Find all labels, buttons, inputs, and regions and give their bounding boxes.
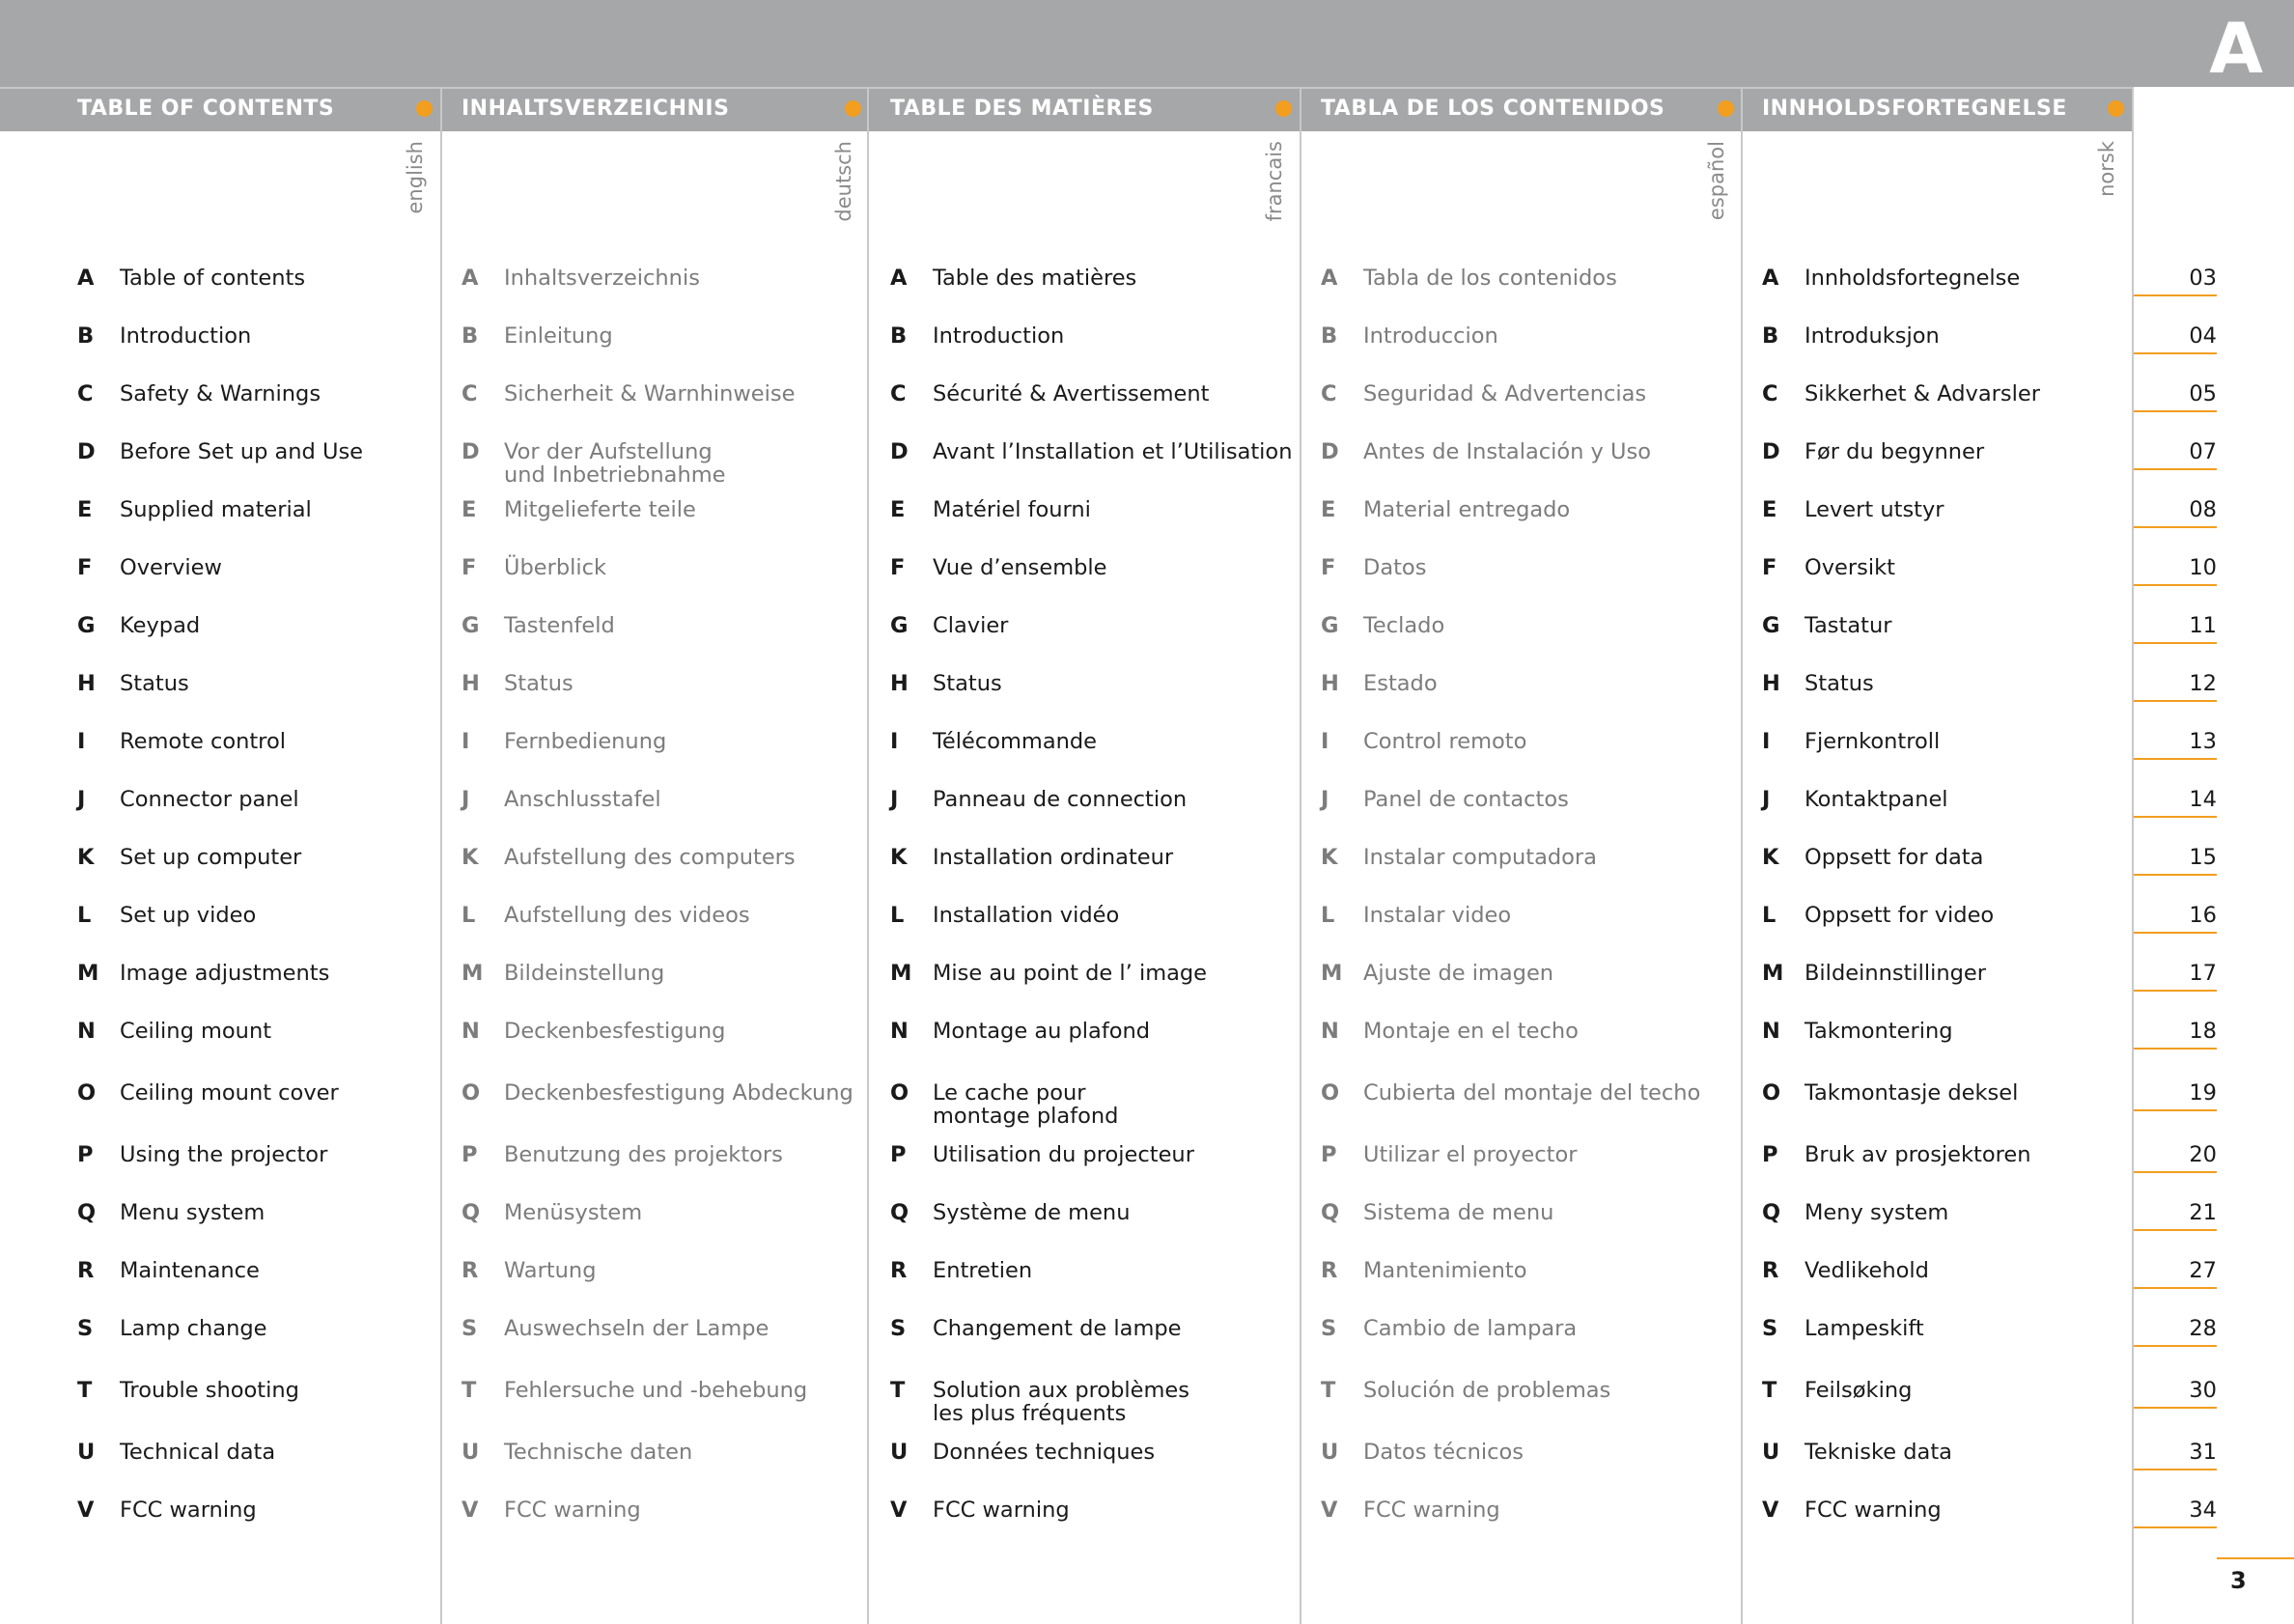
entry-letter: A — [1321, 266, 1338, 291]
entry-title: Vor der Aufstellung — [504, 439, 713, 464]
page-number[interactable]: 10 — [2134, 556, 2217, 586]
entry-letter: U — [462, 1440, 480, 1465]
entry-title: Solution aux problèmes — [933, 1378, 1189, 1403]
entry-letter: D — [890, 439, 909, 464]
entry-letter: K — [462, 845, 479, 870]
entry-letter: M — [890, 961, 912, 986]
entry-title: Mantenimiento — [1363, 1258, 1527, 1283]
entry-letter: V — [1321, 1498, 1338, 1523]
entry-title: Sikkerhet & Advarsler — [1804, 381, 2040, 406]
entry-title: Levert utstyr — [1804, 497, 1944, 522]
entry-title: Sécurité & Avertissement — [933, 381, 1210, 406]
entry-title: Introduccion — [1363, 323, 1498, 349]
entry-letter: L — [1321, 903, 1335, 928]
entry-letter: J — [1762, 787, 1771, 812]
entry-letter: J — [890, 787, 899, 812]
entry-title: Fehlersuche und -behebung — [504, 1378, 808, 1403]
entry-letter: J — [462, 787, 470, 812]
entry-letter: S — [890, 1316, 907, 1341]
entry-letter: S — [1762, 1316, 1778, 1341]
entry-letter: T — [890, 1378, 906, 1403]
entry-letter: H — [890, 671, 909, 696]
entry-letter: U — [77, 1440, 96, 1465]
entry-title: Innholdsfortegnelse — [1804, 266, 2021, 291]
entry-letter: L — [890, 903, 905, 928]
entry-title: Le cache pour — [933, 1080, 1086, 1106]
language-label: español — [1705, 141, 1728, 221]
entry-letter: M — [1762, 961, 1784, 986]
entry-title: Takmontering — [1804, 1019, 1953, 1044]
entry-letter: E — [77, 497, 93, 522]
entry-letter: B — [77, 323, 95, 349]
language-label: deutsch — [832, 141, 855, 222]
entry-title: Kontaktpanel — [1804, 787, 1948, 812]
entry-title: Tastenfeld — [504, 613, 615, 638]
column-header — [462, 87, 869, 129]
entry-title: Überblick — [504, 555, 607, 580]
entry-title: Aufstellung des videos — [504, 903, 750, 928]
column-header — [77, 87, 440, 129]
entry-title: Fernbedienung — [504, 729, 667, 754]
entry-letter: K — [77, 845, 95, 870]
entry-title: Oppsett for data — [1804, 845, 1984, 870]
entry-title: Safety & Warnings — [120, 381, 322, 406]
entry-title: Anschlusstafel — [504, 787, 661, 812]
entry-letter: Q — [1321, 1200, 1340, 1225]
entry-title: Control remoto — [1363, 729, 1527, 754]
column-title: INHALTSVERZEICHNIS — [462, 96, 730, 121]
entry-letter: P — [1321, 1142, 1337, 1167]
entry-letter: E — [890, 497, 906, 522]
entry-title: Antes de Instalación y Uso — [1363, 439, 1651, 464]
entry-letter: N — [1762, 1019, 1780, 1044]
entry-title: Entretien — [933, 1258, 1033, 1283]
entry-letter: N — [890, 1019, 909, 1044]
entry-letter: T — [1321, 1378, 1336, 1403]
entry-letter: F — [1321, 555, 1336, 580]
entry-title: Seguridad & Advertencias — [1363, 381, 1647, 406]
column-divider — [867, 87, 869, 1624]
entry-letter: O — [890, 1080, 909, 1106]
entry-letter: L — [77, 903, 92, 928]
entry-letter: D — [1762, 439, 1780, 464]
entry-title: Trouble shooting — [120, 1378, 299, 1403]
entry-letter: I — [890, 729, 899, 754]
entry-title: Tekniske data — [1804, 1440, 1952, 1465]
entry-title: Feilsøking — [1804, 1378, 1913, 1403]
entry-title: Tastatur — [1804, 613, 1892, 638]
entry-title: Introduction — [933, 323, 1065, 349]
entry-title: Introduction — [120, 323, 252, 349]
entry-letter: R — [1762, 1258, 1779, 1283]
column-header — [1762, 87, 2132, 129]
entry-letter: Q — [1762, 1200, 1781, 1225]
page-number[interactable]: 28 — [2134, 1317, 2217, 1347]
entry-letter: O — [77, 1080, 97, 1106]
section-letter: A — [2209, 8, 2263, 89]
entry-title: Technical data — [120, 1440, 276, 1465]
entry-title: Estado — [1363, 671, 1438, 696]
entry-letter: R — [1321, 1258, 1338, 1283]
entry-letter: R — [77, 1258, 95, 1283]
entry-title: Using the projector — [120, 1142, 328, 1167]
entry-title: Inhaltsverzeichnis — [504, 266, 700, 291]
column-divider — [440, 87, 442, 1624]
entry-letter: B — [890, 323, 908, 349]
entry-letter: B — [462, 323, 479, 349]
entry-title: Ceiling mount cover — [120, 1080, 339, 1106]
page-number[interactable]: 03 — [2134, 266, 2217, 296]
entry-letter: S — [77, 1316, 94, 1341]
page-number[interactable]: 18 — [2134, 1020, 2217, 1050]
entry-title: Bruk av prosjektoren — [1804, 1142, 2031, 1167]
entry-letter: Q — [462, 1200, 481, 1225]
entry-letter: V — [1762, 1498, 1779, 1523]
entry-title: Maintenance — [120, 1258, 260, 1283]
entry-letter: T — [77, 1378, 93, 1403]
entry-letter: P — [890, 1142, 907, 1167]
entry-letter: C — [890, 381, 907, 406]
page-number[interactable]: 34 — [2134, 1498, 2217, 1528]
language-label: english — [404, 141, 427, 214]
entry-title: Meny system — [1804, 1200, 1949, 1225]
entry-title: Mitgelieferte teile — [504, 497, 696, 522]
entry-title: Keypad — [120, 613, 201, 638]
entry-title: FCC warning — [1363, 1498, 1500, 1523]
entry-letter: N — [462, 1019, 480, 1044]
entry-letter: G — [1762, 613, 1780, 638]
entry-title: Set up video — [120, 903, 257, 928]
entry-title: Données techniques — [933, 1440, 1156, 1465]
entry-letter: R — [890, 1258, 908, 1283]
entry-letter: B — [1762, 323, 1779, 349]
entry-letter: H — [462, 671, 480, 696]
entry-title: Teclado — [1363, 613, 1445, 638]
entry-letter: G — [890, 613, 909, 638]
entry-title: Instalar video — [1363, 903, 1512, 928]
entry-letter: P — [77, 1142, 94, 1167]
entry-title: Installation ordinateur — [933, 845, 1174, 870]
entry-letter: U — [1321, 1440, 1339, 1465]
entry-title: Einleitung — [504, 323, 613, 349]
page-number[interactable]: 12 — [2134, 672, 2217, 702]
entry-letter: P — [462, 1142, 478, 1167]
entry-letter: D — [462, 439, 480, 464]
entry-letter: G — [462, 613, 480, 638]
entry-letter: Q — [890, 1200, 909, 1225]
entry-title: Status — [933, 671, 1002, 696]
entry-title-continued: und Inbetriebnahme — [504, 462, 726, 488]
entry-letter: A — [1762, 266, 1779, 291]
entry-title: Før du begynner — [1804, 439, 1985, 464]
entry-letter: U — [1762, 1440, 1780, 1465]
entry-title: Auswechseln der Lampe — [504, 1316, 769, 1341]
entry-title: Installation vidéo — [933, 903, 1120, 928]
entry-letter: T — [1762, 1378, 1777, 1403]
entry-title: Lampeskift — [1804, 1316, 1924, 1341]
entry-title: Panneau de connection — [933, 787, 1188, 812]
entry-letter: D — [77, 439, 96, 464]
entry-letter: M — [462, 961, 484, 986]
entry-title: Avant l’Installation et l’Utilisation — [933, 439, 1293, 464]
entry-title: Changement de lampe — [933, 1316, 1182, 1341]
entry-letter: H — [77, 671, 96, 696]
orange-dot-icon — [1718, 100, 1734, 117]
entry-title: Panel de contactos — [1363, 787, 1569, 812]
entry-letter: A — [77, 266, 95, 291]
entry-title: Image adjustments — [120, 961, 330, 986]
page-number[interactable]: 07 — [2134, 440, 2217, 470]
page-number[interactable]: 27 — [2134, 1259, 2217, 1289]
entry-letter: G — [77, 613, 96, 638]
entry-letter: U — [890, 1440, 909, 1465]
language-label: norsk — [2095, 141, 2118, 197]
column-divider — [1300, 87, 1301, 1624]
column-header — [890, 87, 1300, 129]
entry-letter: E — [462, 497, 477, 522]
entry-title-continued: les plus fréquents — [933, 1401, 1127, 1426]
entry-title: Lamp change — [120, 1316, 267, 1341]
entry-title: Vedlikehold — [1804, 1258, 1929, 1283]
entry-letter: K — [890, 845, 908, 870]
page-number[interactable]: 17 — [2134, 962, 2217, 992]
entry-title: Fjernkontroll — [1804, 729, 1941, 754]
footer-page-number: 3 — [2230, 1567, 2247, 1594]
entry-title: Aufstellung des computers — [504, 845, 796, 870]
entry-letter: R — [462, 1258, 479, 1283]
entry-title: Supplied material — [120, 497, 312, 522]
page-number[interactable]: 19 — [2134, 1081, 2217, 1111]
entry-letter: B — [1321, 323, 1338, 349]
orange-dot-icon — [845, 100, 861, 117]
entry-title: Oversikt — [1804, 555, 1895, 580]
page-number[interactable]: 11 — [2134, 614, 2217, 644]
entry-title: Instalar computadora — [1363, 845, 1597, 870]
entry-title: Tabla de los contenidos — [1363, 266, 1617, 291]
entry-letter: S — [462, 1316, 478, 1341]
page-number[interactable]: 13 — [2134, 730, 2217, 760]
entry-letter: F — [890, 555, 906, 580]
entry-title: Deckenbesfestigung Abdeckung — [504, 1080, 853, 1106]
entry-letter: H — [1762, 671, 1780, 696]
entry-title: Wartung — [504, 1258, 597, 1283]
entry-letter: Q — [77, 1200, 97, 1225]
entry-title: Utilisation du projecteur — [933, 1142, 1194, 1167]
entry-letter: G — [1321, 613, 1339, 638]
entry-title: Menüsystem — [504, 1200, 643, 1225]
top-banner — [0, 0, 2294, 87]
entry-title: Solución de problemas — [1363, 1378, 1611, 1403]
entry-letter: O — [462, 1080, 481, 1106]
entry-title: Cambio de lampara — [1363, 1316, 1578, 1341]
page-number[interactable]: 14 — [2134, 788, 2217, 818]
entry-title: Bildeinnstillinger — [1804, 961, 1987, 986]
entry-title: Mise au point de l’ image — [933, 961, 1208, 986]
entry-letter: N — [1321, 1019, 1339, 1044]
entry-letter: A — [890, 266, 908, 291]
orange-dot-icon — [1275, 100, 1292, 117]
entry-title: FCC warning — [1804, 1498, 1942, 1523]
entry-title: Montage au plafond — [933, 1019, 1151, 1044]
entry-letter: N — [77, 1019, 96, 1044]
column-title: TABLE OF CONTENTS — [77, 96, 335, 121]
entry-title: Technische daten — [504, 1440, 693, 1465]
entry-title: Status — [504, 671, 574, 696]
entry-title: Vue d’ensemble — [933, 555, 1107, 580]
entry-title: Deckenbesfestigung — [504, 1019, 726, 1044]
entry-title: Benutzung des projektors — [504, 1142, 783, 1167]
entry-letter: J — [77, 787, 86, 812]
orange-dot-icon — [2108, 100, 2124, 117]
entry-title: FCC warning — [120, 1498, 257, 1523]
entry-letter: M — [77, 961, 99, 986]
entry-title: Overview — [120, 555, 222, 580]
entry-letter: S — [1321, 1316, 1337, 1341]
footer-rule — [2217, 1557, 2294, 1559]
entry-title: FCC warning — [504, 1498, 641, 1523]
entry-letter: M — [1321, 961, 1343, 986]
entry-title: Introduksjon — [1804, 323, 1940, 349]
language-label: francais — [1263, 141, 1286, 222]
entry-letter: L — [1762, 903, 1776, 928]
entry-letter: I — [77, 729, 86, 754]
entry-letter: K — [1321, 845, 1338, 870]
entry-title: Status — [120, 671, 189, 696]
entry-letter: O — [1321, 1080, 1340, 1106]
page-number[interactable]: 05 — [2134, 382, 2217, 412]
column-title: TABLE DES MATIÈRES — [890, 96, 1154, 121]
entry-title: Clavier — [933, 613, 1009, 638]
column-header — [1321, 87, 1742, 129]
entry-title: Sicherheit & Warnhinweise — [504, 381, 796, 406]
entry-title-continued: montage plafond — [933, 1104, 1119, 1129]
entry-title: Cubierta del montaje del techo — [1363, 1080, 1701, 1106]
entry-title: Set up computer — [120, 845, 302, 870]
page-number[interactable]: 21 — [2134, 1201, 2217, 1231]
entry-letter: V — [77, 1498, 95, 1523]
entry-letter: C — [1762, 381, 1778, 406]
entry-title: Table of contents — [120, 266, 306, 291]
entry-letter: K — [1762, 845, 1779, 870]
entry-letter: P — [1762, 1142, 1778, 1167]
entry-title: Bildeinstellung — [504, 961, 665, 986]
page-number[interactable]: 30 — [2134, 1379, 2217, 1409]
entry-letter: E — [1321, 497, 1336, 522]
entry-title: FCC warning — [933, 1498, 1070, 1523]
entry-letter: J — [1321, 787, 1329, 812]
column-title: TABLA DE LOS CONTENIDOS — [1321, 96, 1665, 121]
entry-letter: T — [462, 1378, 477, 1403]
entry-letter: C — [1321, 381, 1337, 406]
entry-letter: I — [1321, 729, 1329, 754]
entry-title: Material entregado — [1363, 497, 1571, 522]
entry-letter: F — [462, 555, 477, 580]
orange-dot-icon — [416, 100, 433, 117]
entry-title: Ajuste de imagen — [1363, 961, 1554, 986]
page-number[interactable]: 31 — [2134, 1441, 2217, 1470]
entry-title: Oppsett for video — [1804, 903, 1995, 928]
entry-title: Remote control — [120, 729, 286, 754]
entry-title: Télécommande — [933, 729, 1098, 754]
entry-title: Status — [1804, 671, 1874, 696]
entry-title: Table des matières — [933, 266, 1137, 291]
entry-letter: D — [1321, 439, 1339, 464]
entry-title: Matériel fourni — [933, 497, 1091, 522]
entry-letter: C — [462, 381, 478, 406]
entry-title: Sistema de menu — [1363, 1200, 1554, 1225]
entry-title: Takmontasje deksel — [1804, 1080, 2019, 1106]
entry-letter: F — [77, 555, 93, 580]
entry-title: Montaje en el techo — [1363, 1019, 1579, 1044]
column-divider — [1741, 87, 1743, 1624]
entry-title: Connector panel — [120, 787, 299, 812]
entry-letter: I — [462, 729, 470, 754]
page-number[interactable]: 08 — [2134, 498, 2217, 528]
entry-letter: I — [1762, 729, 1771, 754]
column-title: INNHOLDSFORTEGNELSE — [1762, 96, 2067, 121]
page-number[interactable]: 20 — [2134, 1143, 2217, 1173]
page-number[interactable]: 16 — [2134, 904, 2217, 934]
entry-title: Ceiling mount — [120, 1019, 272, 1044]
entry-letter: F — [1762, 555, 1777, 580]
entry-title: Before Set up and Use — [120, 439, 364, 464]
entry-letter: V — [890, 1498, 908, 1523]
entry-title: Menu system — [120, 1200, 266, 1225]
entry-letter: H — [1321, 671, 1339, 696]
entry-letter: C — [77, 381, 94, 406]
page-number[interactable]: 15 — [2134, 846, 2217, 876]
entry-title: Datos — [1363, 555, 1427, 580]
entry-letter: L — [462, 903, 476, 928]
entry-title: Utilizar el proyector — [1363, 1142, 1578, 1167]
page-number[interactable]: 04 — [2134, 324, 2217, 354]
entry-letter: O — [1762, 1080, 1781, 1106]
entry-title: Datos técnicos — [1363, 1440, 1524, 1465]
entry-letter: V — [462, 1498, 479, 1523]
entry-title: Système de menu — [933, 1200, 1131, 1225]
entry-letter: E — [1762, 497, 1777, 522]
entry-letter: A — [462, 266, 479, 291]
